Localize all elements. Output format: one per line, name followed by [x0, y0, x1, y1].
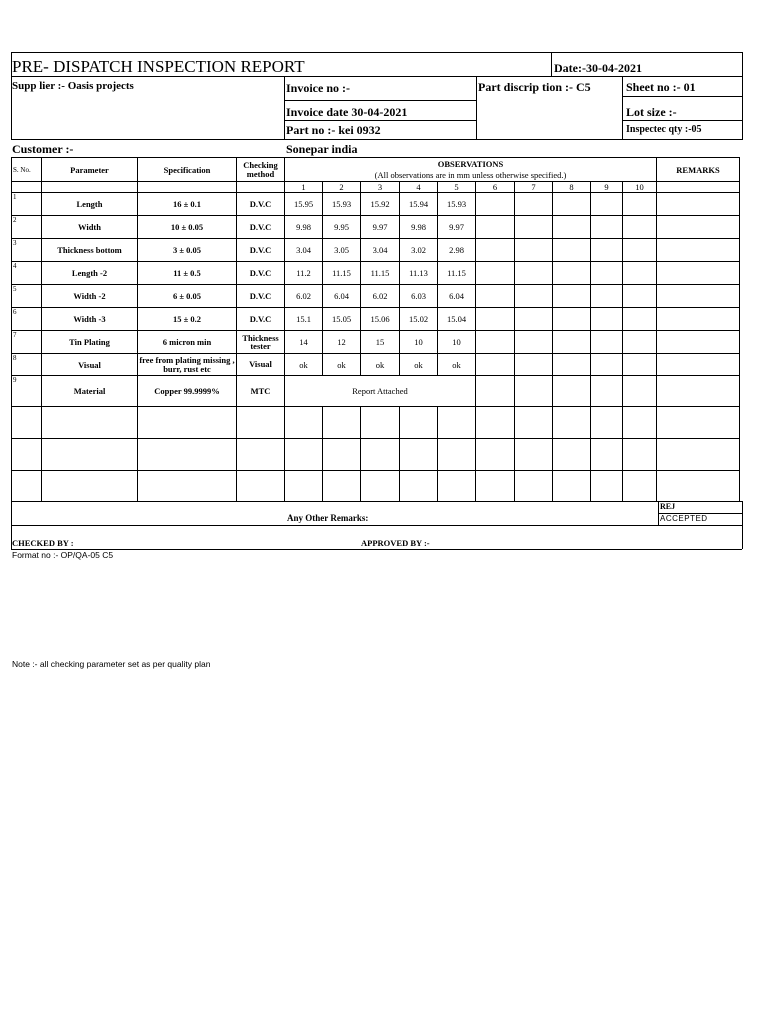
cell-sno: 5	[12, 285, 42, 308]
checked-by-label: CHECKED BY :	[12, 538, 74, 548]
cell-observation	[476, 285, 515, 308]
header-bottom-border	[11, 139, 742, 140]
accepted-label: ACCEPTED	[660, 514, 708, 523]
part-description-label: Part discrip tion :- C5	[478, 80, 591, 94]
cell-specification: Copper 99.9999%	[138, 376, 237, 407]
observations-note: (All observations are in mm unless otherwise specified.)	[285, 170, 657, 182]
report-title: PRE- DISPATCH INSPECTION REPORT	[12, 57, 305, 76]
table-row	[12, 193, 740, 216]
cell-observation	[515, 354, 553, 376]
title-row-border	[11, 76, 742, 77]
cell-observation	[623, 376, 657, 407]
empty-cell	[476, 439, 515, 471]
date-divider	[551, 52, 552, 76]
cell-observation: ok	[400, 354, 438, 376]
col-header-parameter: Parameter	[42, 158, 138, 182]
obs-number: 1	[285, 182, 323, 193]
invoice-no-border	[284, 100, 476, 101]
cell-observation	[553, 285, 591, 308]
obs-number: 5	[438, 182, 476, 193]
cell-sno: 6	[12, 308, 42, 331]
empty-cell	[657, 407, 740, 439]
cell-observation: ok	[285, 354, 323, 376]
cell-observation	[515, 262, 553, 285]
empty-cell	[591, 471, 623, 502]
empty-cell	[553, 471, 591, 502]
cell-remarks	[657, 376, 740, 407]
table-row	[12, 285, 740, 308]
cell-observation: 3.04	[361, 239, 400, 262]
obs-number: 6	[476, 182, 515, 193]
cell-observation	[476, 308, 515, 331]
empty-cell	[400, 439, 438, 471]
cell-observation	[476, 193, 515, 216]
empty-cell	[323, 439, 361, 471]
cell-observation	[476, 331, 515, 354]
cell-observation	[591, 216, 623, 239]
empty-cell	[515, 471, 553, 502]
invoice-date-border	[284, 120, 476, 121]
cell-observation: 3.04	[285, 239, 323, 262]
cell-observation	[515, 308, 553, 331]
cell-parameter: Visual	[42, 354, 138, 376]
empty-cell	[361, 471, 400, 502]
cell-observation	[553, 262, 591, 285]
cell-observation: 15.1	[285, 308, 323, 331]
table-row	[12, 262, 740, 285]
table-row	[12, 331, 740, 354]
cell-observation: 6.02	[285, 285, 323, 308]
remarks-bottom-border	[11, 525, 742, 526]
cell-sno: 8	[12, 354, 42, 376]
cell-remarks	[657, 308, 740, 331]
cell-observation: 15.93	[438, 193, 476, 216]
cell-observation: ok	[438, 354, 476, 376]
cell-observation	[476, 376, 515, 407]
cell-observation	[623, 331, 657, 354]
cell-observation: 11.13	[400, 262, 438, 285]
cell-observation: 15.94	[400, 193, 438, 216]
cell-parameter: Length -2	[42, 262, 138, 285]
cell-observation: 10	[438, 331, 476, 354]
empty-cell	[515, 407, 553, 439]
header-top-border	[11, 52, 742, 53]
cell-observation	[515, 376, 553, 407]
cell-sno: 2	[12, 216, 42, 239]
empty-cell	[623, 471, 657, 502]
cell-observation: 9.98	[400, 216, 438, 239]
cell-observation	[515, 193, 553, 216]
empty-cell	[361, 439, 400, 471]
quality-plan-note: Note :- all checking parameter set as per quality plan	[12, 659, 211, 669]
cell-remarks	[657, 285, 740, 308]
empty-cell	[657, 439, 740, 471]
cell-observation: 6.02	[361, 285, 400, 308]
cell-observation	[553, 239, 591, 262]
empty-cell	[553, 439, 591, 471]
cell-observation: 6.03	[400, 285, 438, 308]
cell-observation	[515, 216, 553, 239]
cell-specification: 6 micron min	[138, 331, 237, 354]
cell-observation	[553, 216, 591, 239]
cell-observation: 9.95	[323, 216, 361, 239]
col-header-sno: S. No.	[12, 158, 42, 182]
cell-observation: 9.97	[361, 216, 400, 239]
cell-checking-method: Thickness tester	[237, 331, 285, 354]
cell-observation	[623, 285, 657, 308]
empty-cell	[591, 407, 623, 439]
cell-observation: 11.15	[323, 262, 361, 285]
cell-checking-method: D.V.C	[237, 216, 285, 239]
cell-sno: 4	[12, 262, 42, 285]
part-no-label: Part no :- kei 0932	[286, 123, 381, 137]
cell-observation	[591, 193, 623, 216]
empty-cell	[623, 407, 657, 439]
cell-observation	[553, 376, 591, 407]
cell-specification: 6 ± 0.05	[138, 285, 237, 308]
cell-observation: 15.95	[285, 193, 323, 216]
cell-parameter: Tin Plating	[42, 331, 138, 354]
table-row	[12, 239, 740, 262]
cell-observation	[476, 239, 515, 262]
empty-cell	[476, 407, 515, 439]
cell-specification: 16 ± 0.1	[138, 193, 237, 216]
cell-report-attached: Report Attached	[285, 376, 476, 407]
cell-parameter: Material	[42, 376, 138, 407]
cell-observation	[623, 216, 657, 239]
cell-observation	[591, 285, 623, 308]
empty-cell	[515, 439, 553, 471]
empty-cell	[476, 471, 515, 502]
cell-checking-method: D.V.C	[237, 239, 285, 262]
table-row-empty	[12, 439, 740, 471]
cell-specification: 3 ± 0.05	[138, 239, 237, 262]
empty-cell	[42, 407, 138, 439]
sheet-divider	[622, 76, 623, 139]
cell-observation	[591, 262, 623, 285]
cell-observation: 11.15	[438, 262, 476, 285]
cell-observation: 15.04	[438, 308, 476, 331]
cell-observation: 3.05	[323, 239, 361, 262]
cell-observation	[476, 354, 515, 376]
cell-observation	[591, 308, 623, 331]
empty-cell	[400, 407, 438, 439]
empty-cell	[42, 439, 138, 471]
cell-specification: 11 ± 0.5	[138, 262, 237, 285]
cell-observation: 11.2	[285, 262, 323, 285]
cell-checking-method: MTC	[237, 376, 285, 407]
cell-parameter: Width -2	[42, 285, 138, 308]
table-row	[12, 308, 740, 331]
cell-observation	[591, 239, 623, 262]
col-header-specification: Specification	[138, 158, 237, 182]
empty-cell	[400, 471, 438, 502]
remarks-right-border	[742, 501, 743, 549]
obs-number: 9	[591, 182, 623, 193]
cell-parameter: Length	[42, 193, 138, 216]
empty-cell	[591, 439, 623, 471]
cell-observation	[591, 354, 623, 376]
cell-observation: ok	[323, 354, 361, 376]
cell-observation	[591, 376, 623, 407]
obs-number: 4	[400, 182, 438, 193]
obs-number: 7	[515, 182, 553, 193]
cell-observation	[591, 331, 623, 354]
cell-observation	[623, 354, 657, 376]
customer-label: Customer :-	[12, 142, 74, 156]
cell-checking-method: D.V.C	[237, 262, 285, 285]
invoice-date-label: Invoice date 30-04-2021	[286, 105, 408, 119]
empty-cell	[42, 471, 138, 502]
empty-cell	[237, 439, 285, 471]
cell-observation	[623, 262, 657, 285]
signature-bottom-border	[11, 549, 742, 550]
empty-cell	[657, 471, 740, 502]
cell-observation	[553, 308, 591, 331]
inspected-qty-label: Inspectec qty :-05	[626, 124, 702, 135]
empty-cell	[138, 471, 237, 502]
cell-observation	[476, 262, 515, 285]
col-header-checking-method: Checking method	[237, 158, 285, 182]
invoice-no-label: Invoice no :-	[286, 81, 350, 95]
cell-sno: 9	[12, 376, 42, 407]
cell-checking-method: D.V.C	[237, 285, 285, 308]
empty-cell	[12, 407, 42, 439]
empty-cell	[438, 439, 476, 471]
cell-observation: 9.97	[438, 216, 476, 239]
cell-observation	[476, 216, 515, 239]
cell-observation: 11.15	[361, 262, 400, 285]
cell-specification: free from plating missing , burr, rust etc	[139, 355, 235, 374]
approved-by-label: APPROVED BY :-	[361, 538, 430, 548]
cell-observation: 12	[323, 331, 361, 354]
empty-cell	[323, 471, 361, 502]
cell-observation: 9.98	[285, 216, 323, 239]
cell-checking-method: D.V.C	[237, 308, 285, 331]
table-row	[12, 376, 740, 407]
remarks-top-border	[11, 501, 742, 502]
invoice-divider	[476, 76, 477, 139]
cell-observation: 15.02	[400, 308, 438, 331]
cell-specification: 15 ± 0.2	[138, 308, 237, 331]
cell-observation: 6.04	[438, 285, 476, 308]
cell-remarks	[657, 331, 740, 354]
cell-observation	[623, 239, 657, 262]
empty-cell	[12, 471, 42, 502]
cell-observation	[553, 331, 591, 354]
cell-observation	[623, 308, 657, 331]
empty-cell	[361, 407, 400, 439]
empty-cell	[285, 471, 323, 502]
cell-sno: 7	[12, 331, 42, 354]
cell-observation: 2.98	[438, 239, 476, 262]
empty-cell	[553, 407, 591, 439]
supplier-label: Supp lier :- Oasis projects	[12, 80, 134, 92]
cell-observation: 10	[400, 331, 438, 354]
rej-divider	[658, 501, 659, 525]
empty-cell	[623, 439, 657, 471]
obs-number: 2	[323, 182, 361, 193]
cell-remarks	[657, 262, 740, 285]
cell-observation: 15	[361, 331, 400, 354]
empty-cell	[138, 439, 237, 471]
cell-observation: 15.05	[323, 308, 361, 331]
cell-observation: 6.04	[323, 285, 361, 308]
supplier-divider	[284, 76, 285, 139]
empty-cell	[285, 407, 323, 439]
header-right-border	[742, 52, 743, 140]
cell-remarks	[657, 216, 740, 239]
sheet-no-label: Sheet no :- 01	[626, 80, 696, 94]
cell-observation: 15.93	[323, 193, 361, 216]
empty-cell	[237, 471, 285, 502]
lot-size-border	[622, 120, 742, 121]
table-row-empty	[12, 407, 740, 439]
cell-remarks	[657, 193, 740, 216]
cell-remarks	[657, 354, 740, 376]
cell-observation	[623, 193, 657, 216]
cell-observation: 3.02	[400, 239, 438, 262]
rej-label: REJ	[660, 502, 676, 511]
lot-size-label: Lot size :-	[626, 105, 677, 119]
cell-specification: 10 ± 0.05	[138, 216, 237, 239]
observations-title: OBSERVATIONS	[285, 158, 657, 170]
cell-checking-method: Visual	[237, 354, 285, 376]
cell-observation	[553, 354, 591, 376]
cell-checking-method: D.V.C	[237, 193, 285, 216]
report-date: Date:-30-04-2021	[554, 61, 642, 75]
any-other-remarks: Any Other Remarks:	[287, 513, 369, 523]
empty-cell	[438, 407, 476, 439]
cell-observation: ok	[361, 354, 400, 376]
cell-remarks	[657, 239, 740, 262]
format-no: Format no :- OP/QA-05 C5	[12, 550, 114, 560]
obs-number: 8	[553, 182, 591, 193]
table-row	[12, 354, 740, 376]
cell-parameter: Width -3	[42, 308, 138, 331]
empty-cell	[12, 439, 42, 471]
empty-cell	[237, 407, 285, 439]
inspection-table	[11, 157, 740, 502]
sheet-no-border	[622, 96, 742, 97]
cell-sno: 1	[12, 193, 42, 216]
col-header-remarks: REMARKS	[657, 158, 740, 182]
cell-observation: 15.06	[361, 308, 400, 331]
table-row-empty	[12, 471, 740, 502]
empty-cell	[285, 439, 323, 471]
cell-observation	[515, 331, 553, 354]
cell-observation	[515, 239, 553, 262]
cell-parameter: Width	[42, 216, 138, 239]
cell-observation	[553, 193, 591, 216]
cell-parameter: Thickness bottom	[42, 239, 138, 262]
table-row	[12, 216, 740, 239]
obs-number: 3	[361, 182, 400, 193]
empty-cell	[138, 407, 237, 439]
cell-observation: 14	[285, 331, 323, 354]
cell-sno: 3	[12, 239, 42, 262]
cell-observation: 15.92	[361, 193, 400, 216]
customer-name: Sonepar india	[286, 142, 358, 156]
obs-number-row	[12, 182, 740, 193]
empty-cell	[438, 471, 476, 502]
empty-cell	[323, 407, 361, 439]
cell-observation	[515, 285, 553, 308]
obs-number: 10	[623, 182, 657, 193]
